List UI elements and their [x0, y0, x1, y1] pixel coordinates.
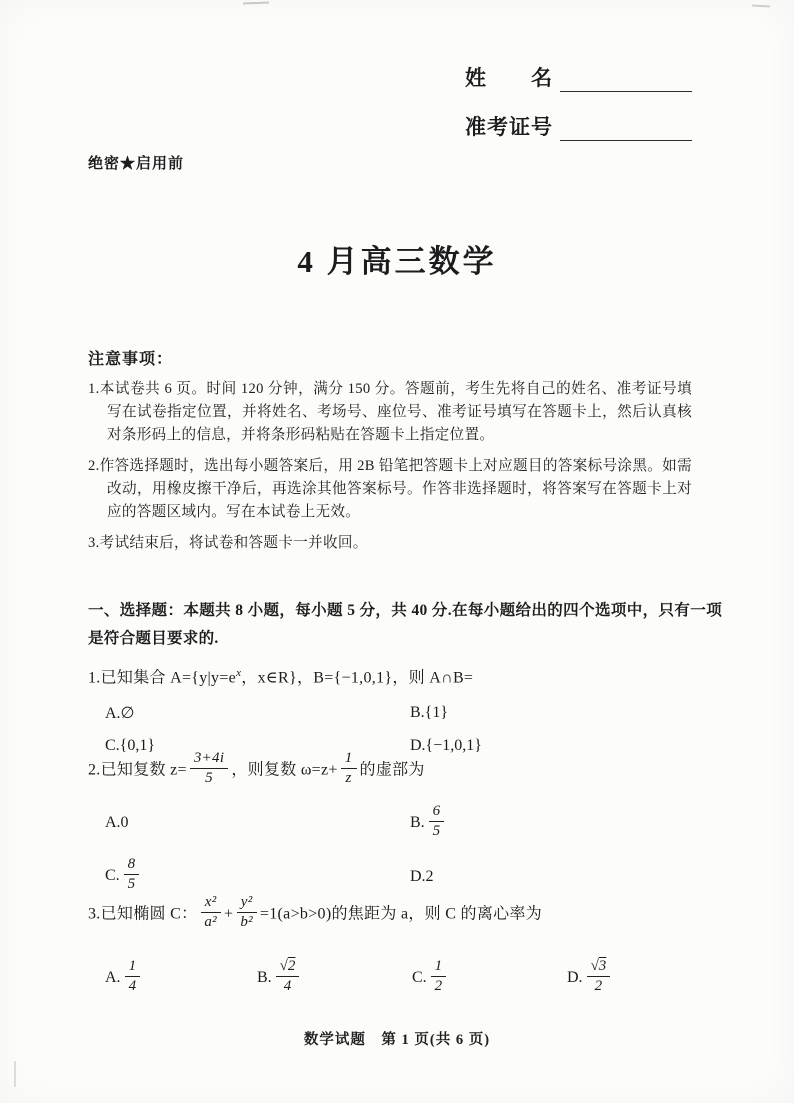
- section-one-heading: 一、选择题：本题共 8 小题，每小题 5 分，共 40 分.在每小题给出的四个选项中，只有一项是符合题目要求的.: [88, 602, 722, 647]
- q3-fraction-x: [200, 894, 221, 932]
- q3-frac-y-denominator: b²: [240, 914, 253, 931]
- option-3d-denominator: 2: [594, 977, 603, 994]
- header-fill-fields: [465, 62, 692, 160]
- option-3a-denominator: 4: [128, 977, 137, 994]
- option-2b: [410, 802, 736, 843]
- option-3c-denominator: 2: [434, 977, 443, 994]
- option-2a: A.0: [105, 814, 129, 832]
- q2-frac-z-denominator: 5: [205, 770, 213, 787]
- option-3c-fraction: [431, 958, 447, 996]
- option-3d: [567, 957, 736, 998]
- option-3a-fraction: [125, 958, 141, 996]
- option-2d: D.2: [410, 867, 434, 885]
- option-1d: D.{−1,0,1}: [410, 737, 482, 755]
- q2-stem-pre: 2.已知复数 z=: [88, 761, 187, 779]
- option-3d-numerator: [587, 958, 611, 977]
- option-2c-denominator: 5: [127, 876, 136, 893]
- q3-frac-y-numerator: y²: [237, 894, 257, 913]
- option-3d-fraction: [587, 958, 611, 996]
- option-2c-numerator: 8: [124, 856, 140, 875]
- q2-frac-inv-denominator: z: [345, 770, 352, 787]
- option-3b-numerator: [276, 958, 300, 977]
- note-item-2: 2.作答选择题时，选出每小题答案后，用 2B 铅笔把答题卡上对应题目的答案标号涂黑。如需改动，用橡皮擦干净后，再选涂其他答案标号。作答非选择题时，将答案写在答题卡上对应的答题区域内。写在本试卷上无效。: [88, 458, 692, 520]
- q1-exponent: x: [236, 667, 242, 679]
- scan-artifact: [14, 1061, 16, 1087]
- question-3-options: [88, 957, 736, 998]
- scan-artifact: [752, 5, 770, 8]
- option-2b-denominator: 5: [432, 822, 441, 839]
- option-3b-radicand: 2: [287, 957, 296, 974]
- option-2c: [105, 858, 410, 896]
- admission-number-label: 准考证号: [465, 115, 553, 139]
- q3-frac-x-numerator: x²: [201, 894, 221, 913]
- q2-stem-post: 的虚部为: [359, 761, 425, 779]
- question-1: [88, 660, 736, 755]
- option-1b: B.{1}: [410, 704, 449, 722]
- note-item-3: 3.考试结束后，将试卷和答题卡一并收回。: [88, 535, 368, 551]
- question-1-options: [88, 703, 736, 755]
- option-2b-label: B.: [410, 813, 425, 831]
- admission-field-row: [465, 111, 692, 141]
- q3-stem-post: =1(a>b>0)的焦距为 a，则 C 的离心率为: [259, 905, 543, 923]
- question-3-stem: [88, 896, 736, 934]
- question-2-stem: [88, 752, 736, 790]
- name-field-row: [465, 62, 692, 92]
- q2-fraction-inverse: [341, 750, 357, 788]
- page-footer: 数学试题 第 1 页(共 6 页): [303, 1032, 491, 1048]
- q2-frac-inv-numerator: 1: [341, 750, 357, 769]
- option-2c-label: C.: [105, 867, 120, 885]
- q2-fraction-z: [190, 750, 229, 788]
- q1-stem-pre: 1.已知集合 A={y|y=e: [88, 669, 237, 687]
- option-3a-label: A.: [105, 968, 121, 986]
- option-3b-label: B.: [257, 968, 272, 986]
- option-3b: [257, 957, 412, 998]
- option-2c-fraction: [124, 856, 140, 894]
- q3-stem-pre: 3.已知椭圆 C：: [88, 905, 198, 923]
- notes-heading: 注意事项：: [88, 351, 174, 368]
- q3-fraction-y: [236, 894, 257, 932]
- question-1-stem: [88, 660, 736, 691]
- q3-plus-sign: +: [223, 905, 234, 923]
- name-blank-line: [560, 65, 692, 92]
- option-2b-fraction: [429, 803, 445, 841]
- option-3d-label: D.: [567, 968, 583, 986]
- q2-stem-mid: ，则复数 ω=z+: [231, 761, 338, 779]
- secrecy-label: 绝密★启用前: [88, 156, 185, 172]
- option-3d-radicand: 3: [598, 957, 607, 974]
- option-3a: [105, 957, 257, 998]
- q2-frac-z-numerator: 3+4i: [190, 750, 229, 769]
- option-2b-numerator: 6: [429, 803, 445, 822]
- scan-artifact: [243, 2, 269, 5]
- q1-stem-post: ，x∈R}，B={−1,0,1}，则 A∩B=: [241, 669, 474, 687]
- notes-section: [88, 346, 692, 563]
- option-3c-numerator: 1: [431, 958, 447, 977]
- question-2: [88, 752, 736, 896]
- option-3b-denominator: 4: [283, 977, 292, 994]
- name-label: 姓 名: [465, 66, 553, 90]
- paper-title: 4 月高三数学: [297, 244, 497, 279]
- admission-blank-line: [560, 114, 692, 141]
- question-2-options: [88, 802, 736, 896]
- option-1c: C.{0,1}: [105, 737, 156, 755]
- option-3b-fraction: [276, 958, 300, 996]
- note-item-1: 1.本试卷共 6 页。时间 120 分钟，满分 150 分。答题前，考生先将自己的姓名、准考证号填写在试卷指定位置，并将姓名、考场号、座位号、准考证号填写在答题卡上，然后认真核对条形码上的信息，并将条形码粘贴在答题卡上指定位置。: [88, 381, 692, 443]
- radical-icon: √: [590, 957, 599, 974]
- question-3: [88, 896, 736, 997]
- option-3c-label: C.: [412, 968, 427, 986]
- q3-frac-x-denominator: a²: [204, 914, 217, 931]
- radical-icon: √: [279, 957, 288, 974]
- option-1a: A.∅: [105, 705, 135, 723]
- option-3a-numerator: 1: [125, 958, 141, 977]
- option-3c: [412, 957, 567, 998]
